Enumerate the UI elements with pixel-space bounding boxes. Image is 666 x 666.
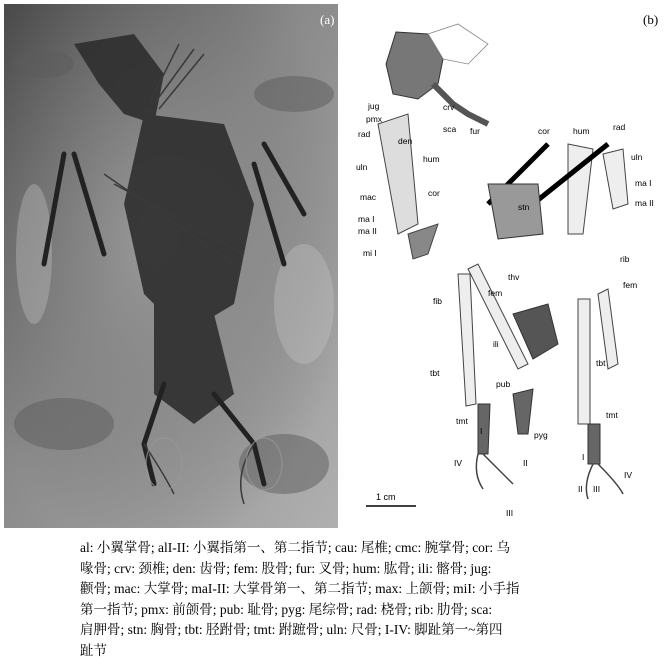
label-tbt-right: tbt [596, 358, 606, 368]
caption-line: 肩胛骨; stn: 胸骨; tbt: 胫跗骨; tmt: 跗蹠骨; uln: 尺骨; I-IV: 脚趾第一~第四 [80, 622, 503, 637]
panel-b-letter: (b) [643, 12, 659, 27]
caption-line: al: 小翼掌骨; alI-II: 小翼指第一、第二指节; cau: 尾椎; cmc: 腕掌骨; cor: 乌 [80, 540, 511, 555]
label-tbt-left: tbt [430, 368, 440, 378]
label-cor-left: cor [428, 188, 440, 198]
label-rib: rib [620, 254, 630, 264]
label-hum-left: hum [423, 154, 440, 164]
scale-label: 1 cm [376, 492, 396, 502]
label-stn: stn [518, 202, 530, 212]
label-fem-right: fem [623, 280, 638, 290]
caption-line: 趾节 [80, 642, 107, 658]
label-ma-i-left: ma I [358, 214, 375, 224]
caption-line: 第一指节; pmx: 前颌骨; pub: 耻骨; pyg: 尾综骨; rad: 桡骨; rib: 肋骨; sca: [80, 601, 493, 617]
caption-line: 颧骨; mac: 大掌骨; maI-II: 大掌骨第一、第二指节; max: 上颌骨; miI: 小手指 [80, 581, 520, 596]
label-pyg: pyg [534, 430, 548, 440]
label-fem-left: fem [488, 288, 503, 298]
label-rad-right: rad [613, 122, 626, 132]
label-hum-right: hum [573, 126, 590, 136]
label-pub: pub [496, 379, 511, 389]
label-cor-right: cor [538, 126, 550, 136]
label-thv: thv [508, 272, 520, 282]
label-sca: sca [443, 124, 457, 134]
label-toe-iv-left: IV [454, 458, 463, 468]
label-ma-ii-right: ma II [635, 198, 654, 208]
figure-caption [80, 538, 580, 661]
label-rad: rad [358, 129, 371, 139]
label-jug: jug [368, 101, 380, 111]
label-toe-ii-left: II [523, 458, 528, 468]
label-tmt-right: tmt [606, 410, 618, 420]
label-ma-ii-left: ma II [358, 226, 377, 236]
skeleton-drawing-svg [338, 4, 664, 528]
fossil-photo [4, 4, 338, 528]
label-ma-i-right: ma I [635, 178, 652, 188]
caption-line: 喙骨; crv: 颈椎; den: 齿骨; fem: 股骨; fur: 叉骨; hum: 肱骨; ili: 髂骨; jug: [80, 560, 492, 576]
label-ili: ili [493, 339, 499, 349]
label-fur: fur [470, 126, 480, 136]
panel-a-letter: (a) [320, 12, 335, 27]
label-uln-left: uln [356, 162, 368, 172]
label-tmt-left: tmt [456, 416, 468, 426]
label-mi-i: mi I [363, 248, 377, 258]
fossil-photo-image [4, 4, 338, 528]
label-toe-i-right: I [582, 452, 585, 462]
label-toe-iv-right: IV [624, 470, 633, 480]
label-toe-i-left: I [480, 426, 483, 436]
label-crv: crv [443, 102, 455, 112]
label-toe-ii-right: II [578, 484, 583, 494]
label-toe-iii-right: III [593, 484, 601, 494]
skeleton-drawing [338, 4, 664, 528]
label-pmx: pmx [366, 114, 383, 124]
label-uln-right: uln [631, 152, 643, 162]
label-toe-iii-left: III [506, 508, 514, 518]
label-mac: mac [360, 192, 377, 202]
label-den: den [398, 136, 413, 146]
label-fib: fib [433, 296, 442, 306]
